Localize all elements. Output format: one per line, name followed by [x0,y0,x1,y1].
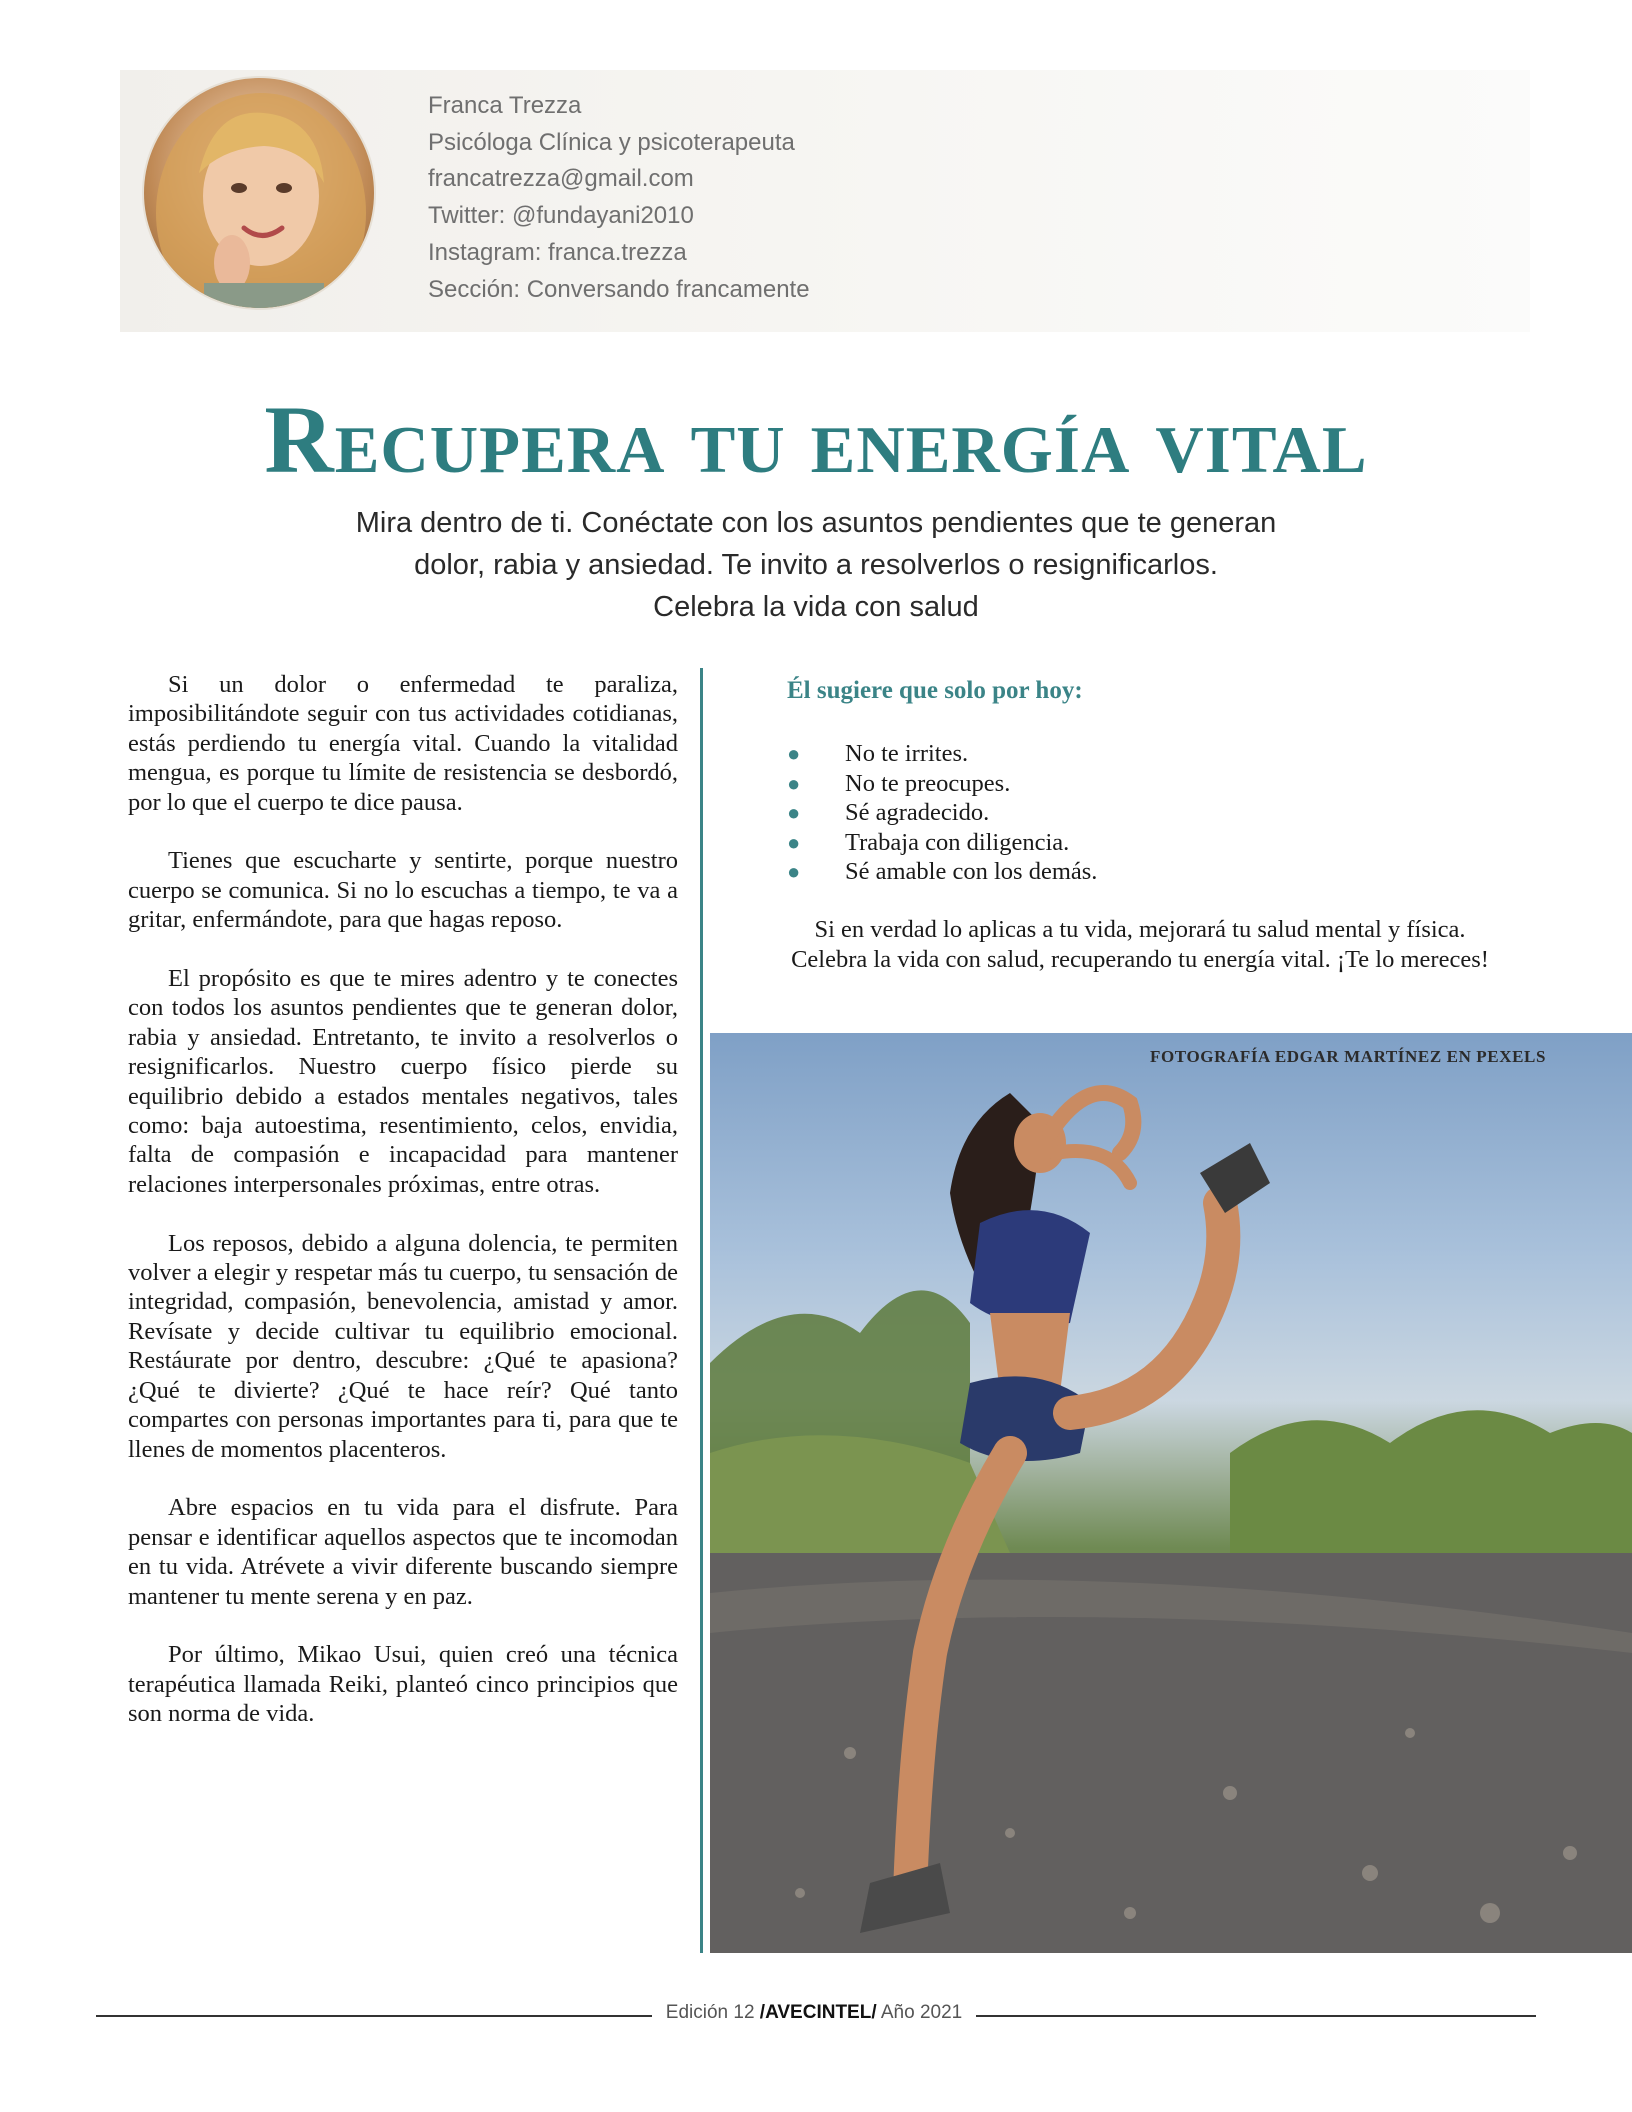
principle-text: No te irrites. [845,740,969,768]
body-paragraph: Si un dolor o enfermedad te paraliza, imposibilitándote seguir con tus actividades cotidianas, estás perdiendo tu energía vital. Cuando la vitalidad mengua, es porque tu límite de resistencia se desbordó, por lo que el cuerpo te dice pausa. [128,671,678,816]
list-item [785,857,1535,886]
body-paragraph: Tienes que escucharte y sentirte, porque nuestro cuerpo se comunica. Si no lo escuchas a tiempo, te va a gritar, enfermándote, para que hagas reposo. [128,847,678,934]
author-email: francatrezza@gmail.com [428,165,694,193]
author-info [428,88,1068,308]
principle-text: No te preocupes. [845,769,1011,797]
author-section: Sección: Conversando francamente [428,275,810,303]
principle-text: Trabaja con diligencia. [845,828,1070,856]
body-paragraph: El propósito es que te mires adentro y te conectes con todos los asuntos pendientes que te generan dolor, rabia y ansiedad. Entretanto, te invito a resolverlos o resignificarlos. Nuestro cuerpo físico pierde su equilibrio debido a estados mentales negativos, tales como: baja autoestima, resentimiento, celos, envidia, falta de compasión e incapacidad para mantener relaciones interpersonales próximas, entre otras. [128,965,678,1198]
footer-rule-left [96,2015,652,2017]
bullet-icon: ● [787,770,801,796]
deck-line: Celebra la vida con salud [653,591,979,623]
footer-magazine: /AVECINTEL/ [759,2002,877,2023]
list-item [785,798,1535,827]
bullet-icon: ● [787,800,801,826]
closing-line: Si en verdad lo aplicas a tu vida, mejorará tu salud mental y física. [814,916,1466,944]
dancer-photo [710,1033,1632,1953]
footer-year: Año 2021 [880,2002,963,2023]
principle-text: Sé amable con los demás. [845,858,1098,886]
dancer-photo-illustration [710,1033,1632,1953]
bullet-icon: ● [787,741,801,767]
photo-credit: FOTOGRAFÍA EDGAR MARTÍNEZ EN PEXELS [1150,1047,1547,1066]
deck-line: Mira dentro de ti. Conéctate con los asuntos pendientes que te generan [355,507,1277,539]
footer-edition: Edición 12 [665,2002,755,2023]
article-title: Recupera tu energía vital [264,386,1368,493]
author-instagram: Instagram: franca.trezza [428,238,687,266]
footer-rule-right [976,2015,1536,2017]
article-body-left [128,670,678,1758]
list-item [785,769,1535,798]
closing-paragraph [745,915,1535,974]
list-item [785,828,1535,857]
deck-line: dolor, rabia y ansiedad. Te invito a resolverlos o resignificarlos. [414,549,1218,581]
author-portrait-illustration [144,78,376,310]
article-body-right [745,676,1535,974]
footer [652,2002,976,2024]
article-deck [280,502,1352,628]
closing-line: Celebra la vida con salud, recuperando tu energía vital. ¡Te lo mereces! [791,945,1489,973]
body-paragraph: Abre espacios en tu vida para el disfrute. Para pensar e identificar aquellos aspectos que te incomodan en tu vida. Atrévete a vivir diferente buscando siempre mantener tu mente serena y en paz. [128,1494,678,1610]
body-paragraph: Por último, Mikao Usui, quien creó una técnica terapéutica llamada Reiki, planteó cinco principios que son norma de vida. [128,1641,678,1728]
body-paragraph: Los reposos, debido a alguna dolencia, te permiten volver a elegir y respetar más tu cuerpo, tu sensación de integridad, compasión, benevolencia, amistad y amor. Revísate y decide cultivar tu equilibrio emocional. Restáurate por dentro, descubre: ¿Qué te apasiona? ¿Qué te divierte? ¿Qué te hace reír? Qué tanto compartes con personas importantes para ti, para que te llenes de momentos placenteros. [128,1229,678,1463]
bullet-icon: ● [787,859,801,885]
principles-subhead: Él sugiere que solo por hoy: [787,677,1083,704]
list-item [785,739,1535,768]
principles-list [785,739,1535,886]
author-role: Psicóloga Clínica y psicoterapeuta [428,128,795,156]
bullet-icon: ● [787,829,801,855]
author-photo [142,76,376,310]
author-twitter: Twitter: @fundayani2010 [428,202,694,230]
principle-text: Sé agradecido. [845,799,990,827]
author-name: Franca Trezza [428,92,582,119]
column-divider [700,668,703,1953]
